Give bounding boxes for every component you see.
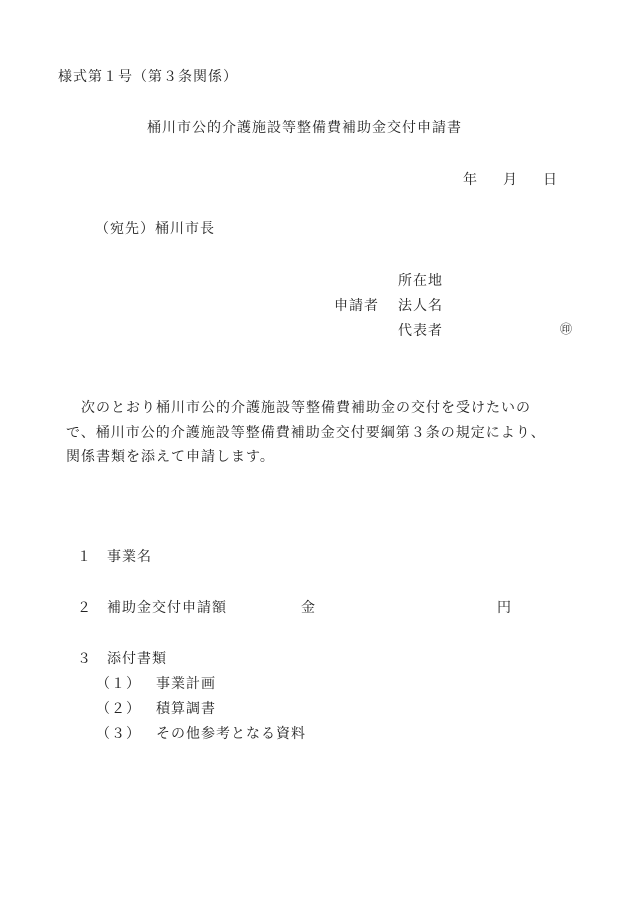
attachment-3-number: （３） (96, 726, 141, 742)
body-line-2: で、桶川市公的介護施設等整備費補助金交付要綱第３条の規定により、 (66, 424, 546, 441)
body-line-1: 次のとおり桶川市公的介護施設等整備費補助金の交付を受けたいの (66, 400, 531, 416)
amount-prefix: 金 (301, 600, 316, 616)
amount-suffix: 円 (497, 600, 512, 616)
document-title: 桶川市公的介護施設等整備費補助金交付申請書 (147, 120, 462, 136)
attachment-3-label: その他参考となる資料 (156, 726, 306, 742)
attachment-2-label: 積算調書 (156, 701, 216, 717)
date-line (463, 171, 558, 189)
item-1-label: 事業名 (107, 549, 152, 565)
date-month-label: 月 (503, 172, 518, 188)
attachment-2-number: （２） (96, 701, 141, 717)
item-3-number: ３ (77, 651, 92, 667)
applicant-representative-label: 代表者 (398, 323, 443, 339)
item-1-number: １ (77, 549, 92, 565)
item-2-label: 補助金交付申請額 (107, 600, 227, 616)
form-number: 様式第１号（第３条関係） (58, 69, 238, 85)
item-2-number: ２ (77, 600, 92, 616)
applicant-label: 申請者 (334, 298, 379, 314)
item-3-label: 添付書類 (107, 651, 167, 667)
body-text (66, 396, 601, 470)
date-year-label: 年 (463, 172, 478, 188)
applicant-corporation-label: 法人名 (398, 298, 443, 314)
attachment-1-label: 事業計画 (156, 676, 216, 692)
body-line-3: 関係書類を添えて申請します。 (66, 449, 275, 465)
attachment-1-number: （１） (96, 676, 141, 692)
date-day-label: 日 (543, 172, 558, 188)
applicant-location-label: 所在地 (398, 273, 443, 289)
addressee: （宛先）桶川市長 (95, 221, 215, 237)
seal-mark: ㊞ (559, 322, 572, 336)
